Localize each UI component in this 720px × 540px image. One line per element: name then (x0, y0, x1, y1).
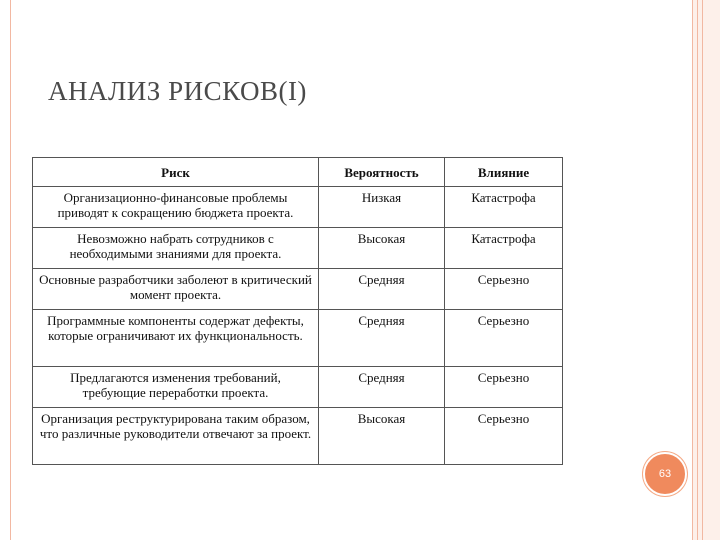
header-impact: Влияние (445, 158, 563, 187)
table-row (33, 310, 563, 367)
table-row (33, 269, 563, 310)
impact-cell: Серьезно (445, 269, 563, 310)
page-number-badge: 63 (643, 452, 687, 496)
risk-table (32, 157, 563, 465)
slide-frame-right-line-1 (692, 0, 693, 540)
probability-cell: Средняя (319, 310, 445, 367)
header-probability: Вероятность (319, 158, 445, 187)
probability-cell: Высокая (319, 408, 445, 465)
table-row (33, 187, 563, 228)
header-risk: Риск (33, 158, 319, 187)
impact-cell: Катастрофа (445, 187, 563, 228)
table-row (33, 228, 563, 269)
risk-cell: Невозможно набрать сотрудников с необходимыми знаниями для проекта. (33, 228, 319, 269)
probability-cell: Средняя (319, 367, 445, 408)
table-row (33, 367, 563, 408)
slide-frame-right-line-2 (697, 0, 698, 540)
impact-cell: Катастрофа (445, 228, 563, 269)
risk-cell: Организация реструктурирована таким образом, что различные руководители отвечают за проект. (33, 408, 319, 465)
slide-frame-right-line-3 (702, 0, 703, 540)
table-row (33, 408, 563, 465)
impact-cell: Серьезно (445, 367, 563, 408)
probability-cell: Высокая (319, 228, 445, 269)
risk-cell: Организационно-финансовые проблемы приводят к сокращению бюджета проекта. (33, 187, 319, 228)
impact-cell: Серьезно (445, 310, 563, 367)
risk-cell: Основные разработчики заболеют в критический момент проекта. (33, 269, 319, 310)
slide-title: АНАЛИЗ РИСКОВ(I) (48, 76, 307, 106)
risk-cell: Предлагаются изменения требований, требующие переработки проекта. (33, 367, 319, 408)
probability-cell: Средняя (319, 269, 445, 310)
impact-cell: Серьезно (445, 408, 563, 465)
slide-frame-left-line (10, 0, 11, 540)
risk-cell: Программные компоненты содержат дефекты, которые ограничивают их функциональность. (33, 310, 319, 367)
probability-cell: Низкая (319, 187, 445, 228)
table-header-row (33, 158, 563, 187)
